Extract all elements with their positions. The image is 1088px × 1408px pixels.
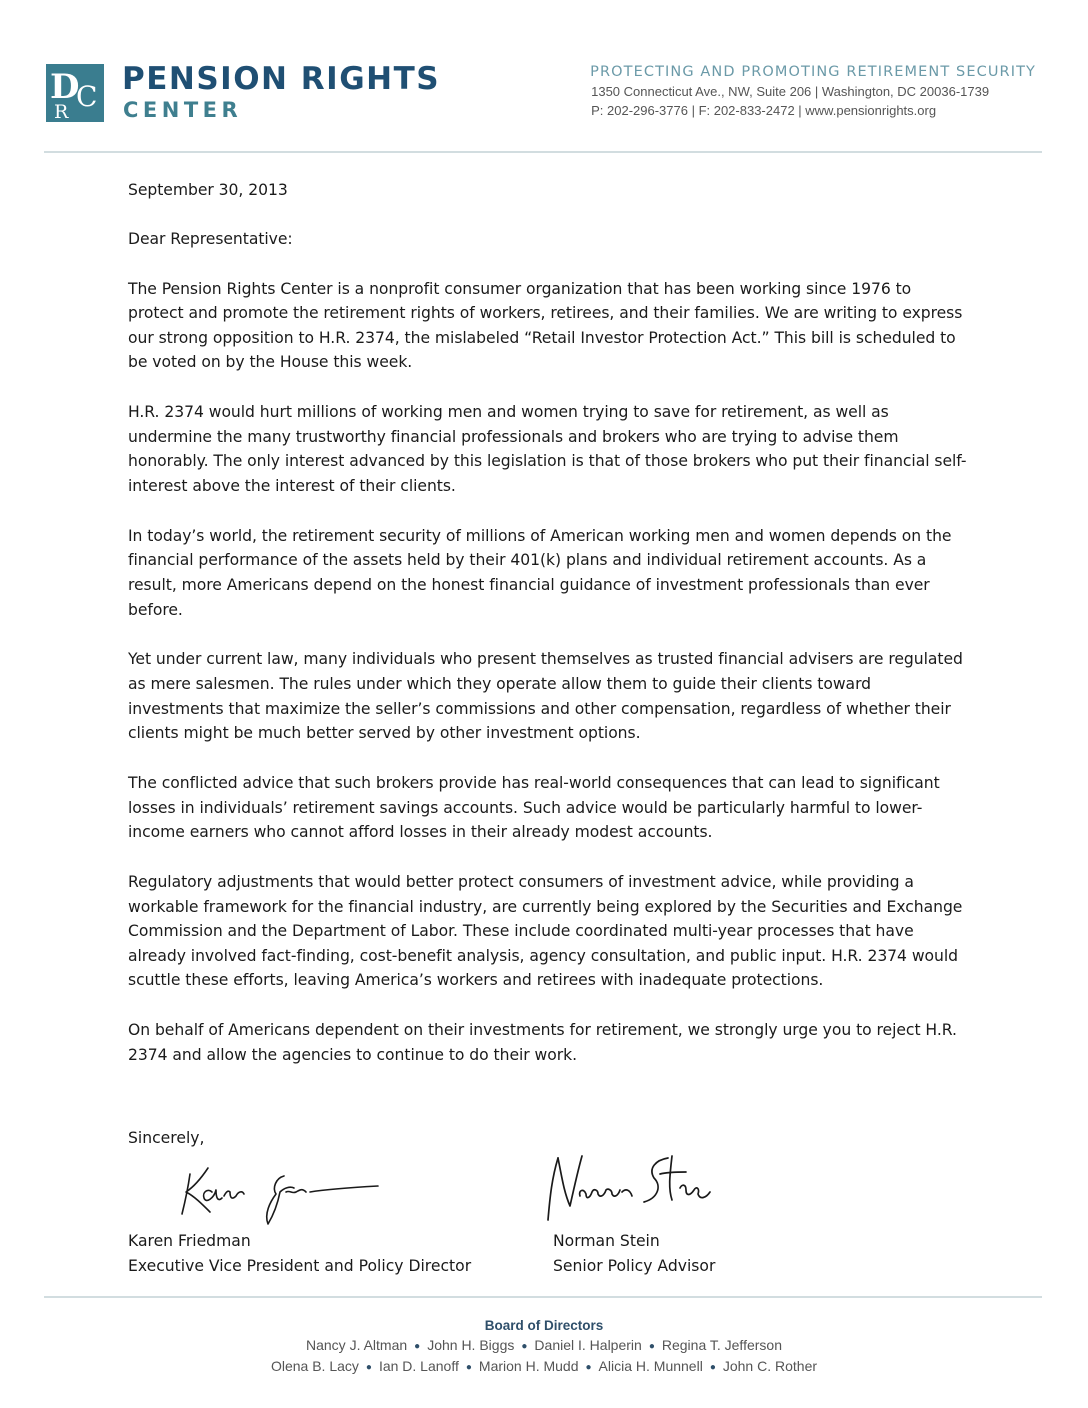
paragraph: Yet under current law, many individuals who present themselves as trusted financial advisers are regulated as mere salesmen. The rules under which they operate allow them to guide their clients toward investments that maximize the seller’s commissions and other compensation, regardless of whether their clients might be much better served by other investment options. [128, 650, 963, 743]
signatory-name: Norman Stein [553, 1232, 660, 1250]
letter-body [128, 178, 968, 1092]
separator-dot: ● [521, 1341, 528, 1352]
board-member: Regina T. Jefferson [661, 1337, 782, 1353]
board-member: Nancy J. Altman [306, 1337, 408, 1353]
board-member: Alicia H. Munnell [598, 1358, 703, 1374]
header-divider [44, 151, 1042, 153]
letterhead-contact [590, 62, 1036, 120]
signatory-2 [553, 1229, 715, 1279]
org-subname: CENTER [123, 98, 243, 122]
signatory-1 [128, 1229, 471, 1279]
paragraph: Regulatory adjustments that would better protect consumers of investment advice, while providing a workable framework for the financial industry, are currently being explored by the Securities and Exchange Commission and the Department of Labor. These include coordinated multi-year processes that have already involved fact-finding, cost-benefit analysis, agency consultation, and public input. H.R. 2374 would scuttle these efforts, leaving America’s workers and retirees with inadequate protections. [128, 872, 963, 990]
closing: Sincerely, [128, 1129, 205, 1147]
logo-letter-d: D [50, 67, 80, 107]
signatory-name: Karen Friedman [128, 1232, 251, 1250]
separator-dot: ● [585, 1362, 592, 1373]
separator-dot: ● [414, 1341, 421, 1352]
separator-dot: ● [465, 1362, 472, 1373]
board-member: Marion H. Mudd [478, 1358, 579, 1374]
signature-norman-stein [540, 1148, 720, 1228]
board-row-2 [0, 1357, 1088, 1378]
separator-dot: ● [648, 1341, 655, 1352]
logo-letter-r: R [54, 101, 69, 122]
signature-karen-friedman [172, 1158, 392, 1230]
board-title: Board of Directors [484, 1318, 604, 1333]
footer-divider [44, 1296, 1042, 1298]
separator-dot: ● [709, 1362, 716, 1373]
signatory-title: Senior Policy Advisor [553, 1257, 716, 1275]
board-member: Olena B. Lacy [270, 1358, 359, 1374]
letter-date: September 30, 2013 [128, 181, 288, 199]
contact-line: P: 202-296-3776 | F: 202-833-2472 | www.pensionrights.org [591, 103, 937, 118]
signatory-title: Executive Vice President and Policy Director [128, 1257, 472, 1275]
paragraph: The conflicted advice that such brokers provide has real-world consequences that can lead to significant losses in individuals’ retirement savings accounts. Such advice would be particularly harmful to lower-income earners who cannot afford losses in their already modest accounts. [128, 773, 940, 842]
salutation: Dear Representative: [128, 229, 293, 248]
paragraph: In today’s world, the retirement security of millions of American working men and women depends on the financial performance of the assets held by their 401(k) plans and individual retirement accounts. As a result, more Americans depend on the honest financial guidance of investment professionals than ever before. [128, 526, 952, 619]
tagline: PROTECTING AND PROMOTING RETIREMENT SECURITY [590, 64, 1036, 80]
board-row-1 [0, 1336, 1088, 1357]
board-member: John C. Rother [722, 1358, 818, 1374]
paragraph: H.R. 2374 would hurt millions of working men and women trying to save for retirement, as well as undermine the many trustworthy financial professionals and brokers who are trying to advise them honorably. The only interest advanced by this legislation is that of those brokers who put their financial self-interest above the interest of their clients. [128, 403, 967, 496]
paragraph: On behalf of Americans dependent on their investments for retirement, we strongly urge you to reject H.R. 2374 and allow the agencies to continue to do their work. [128, 1021, 957, 1064]
pension-rights-center-logo [46, 64, 104, 122]
board-member: Ian D. Lanoff [378, 1358, 459, 1374]
board-member: Daniel I. Halperin [534, 1337, 642, 1353]
org-name: PENSION RIGHTS [122, 61, 441, 97]
paragraph: The Pension Rights Center is a nonprofit consumer organization that has been working since 1976 to protect and promote the retirement rights of workers, retirees, and their families. We are writing to express our strong opposition to H.R. 2374, the mislabeled “Retail Investor Protection Act.” This bill is scheduled to be voted on by the House this week. [128, 279, 963, 372]
address-line: 1350 Connecticut Ave., NW, Suite 206 | Washington, DC 20036-1739 [591, 84, 990, 99]
logo-letter-c: C [76, 80, 98, 113]
board-of-directors [0, 1316, 1088, 1378]
separator-dot: ● [365, 1362, 372, 1373]
board-member: John H. Biggs [427, 1337, 515, 1353]
